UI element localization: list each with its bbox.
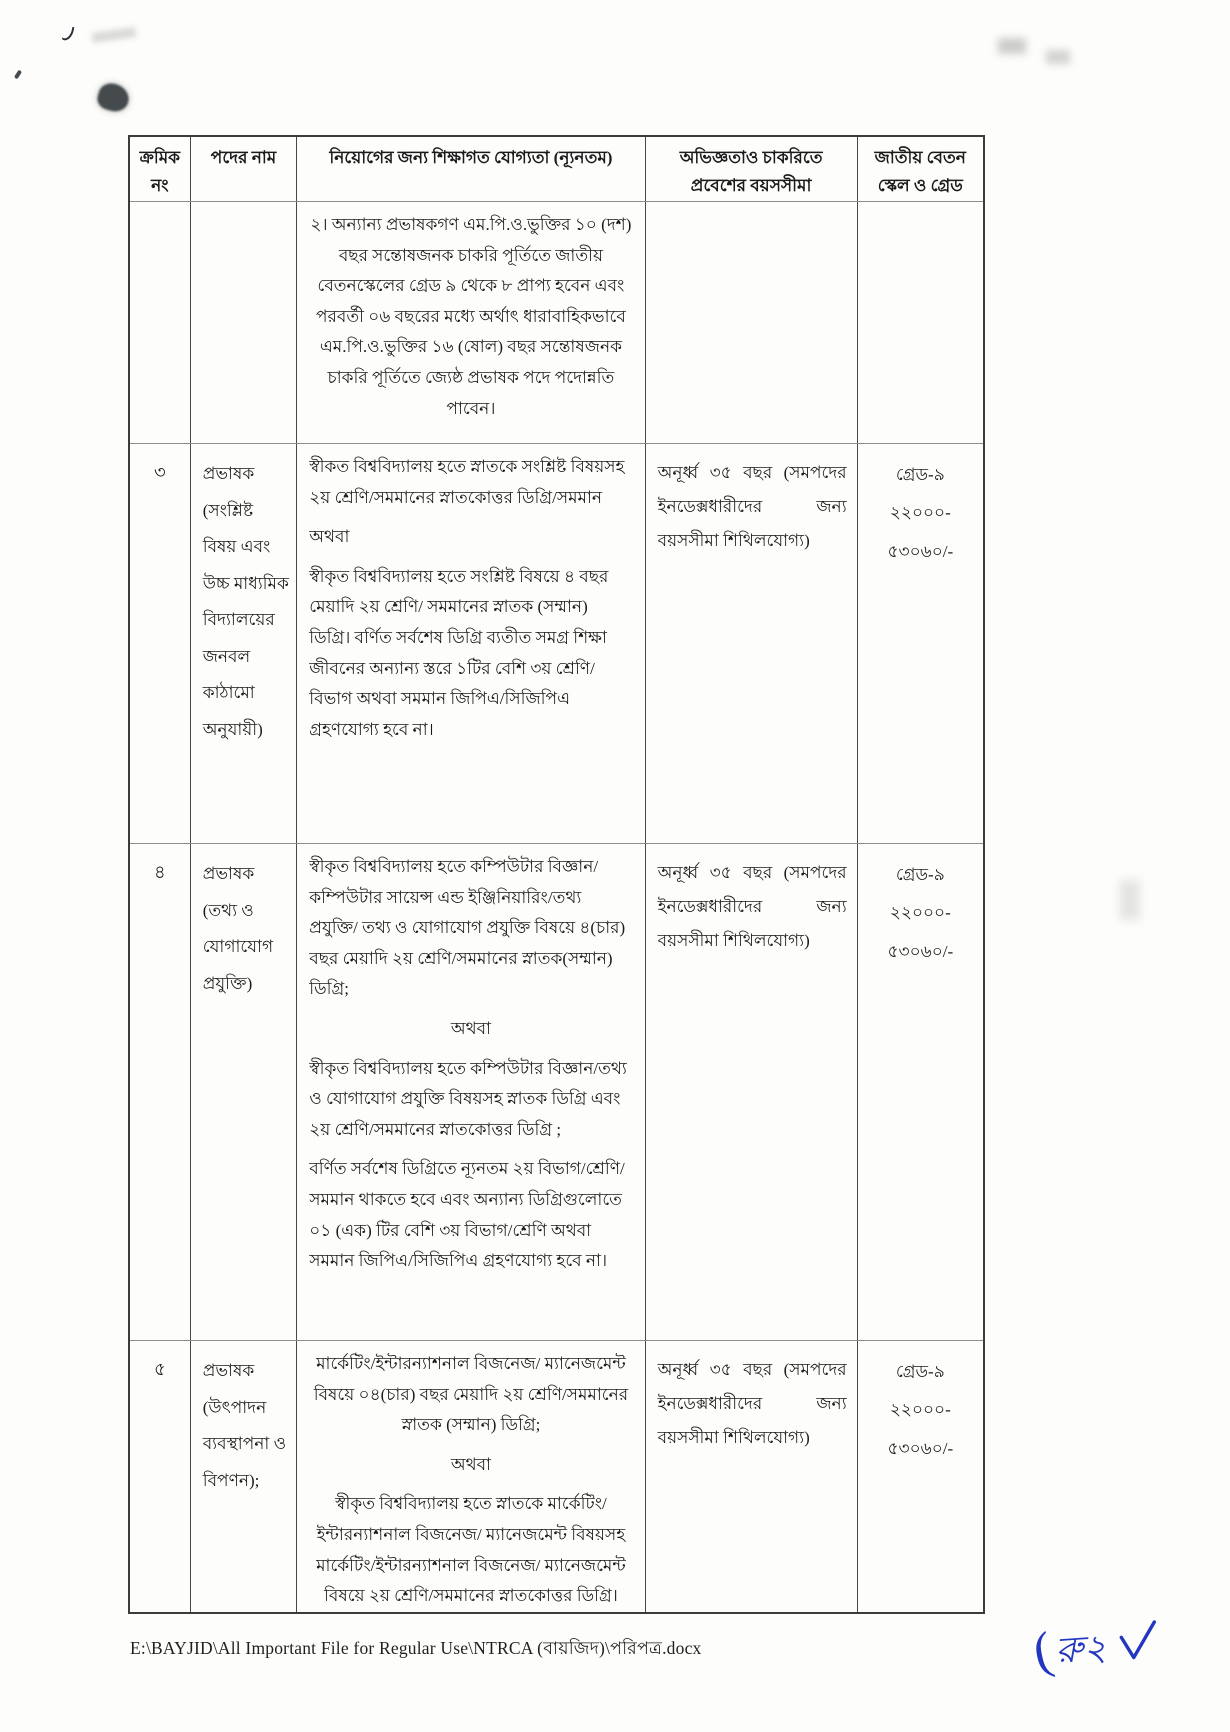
cell-pay-scale (857, 1341, 983, 1612)
scan-ink-blob (95, 80, 132, 114)
header-age-limit: অভিজ্ঞতাও চাকরিতে প্রবেশের বয়সসীমা (645, 137, 857, 201)
header-serial-no: ক্রমিক নং (139, 148, 181, 196)
cell-empty (130, 202, 190, 443)
cell-age-limit: অনূর্ধ্ব ৩৫ বছর (সমপদের ইনডেক্সধারীদের জন্য বয়সসীমা শিথিলযোগ্য) (645, 444, 857, 843)
or-separator: অথবা (450, 1454, 491, 1474)
file-path-footer: E:\BAYJID\All Important File for Regular Use\NTRCA (বায়জিদ)\পরিপত্র.docx (130, 1638, 702, 1658)
or-separator: অথবা (450, 1018, 491, 1038)
cell-serial: ৪ (154, 862, 166, 882)
cell-qualification (296, 202, 644, 443)
cell-post-name: প্রভাষক (তথ্য ও যোগাযোগ প্রযুক্তি) (190, 844, 297, 1340)
cell-serial: ৩ (153, 462, 166, 482)
cell-qualification (296, 444, 644, 843)
check-mark-icon (1115, 1619, 1164, 1666)
scan-pen-mark (62, 25, 75, 42)
qualification-paragraph: বর্ণিত সর্বশেষ ডিগ্রিতে ন্যূনতম ২য় বিভাগ/শ্রেণি/সমমান থাকতে হবে এবং অন্যান্য ডিগ্রিগুলোতে ০১ (এক) টির বেশি ৩য় বিভাগ/শ্রেণি অথবা সমমান জিপিএ/সিজিপিএ গ্রহণযোগ্য হবে না। (309, 1159, 625, 1271)
signature-paren: ( (1028, 1621, 1058, 1682)
pay-scale-max: ৫৩০৬০/- (887, 941, 954, 961)
cell-empty (857, 202, 983, 443)
cell-post-name: প্রভাষক (সংশ্লিষ্ট বিষয় এবং উচ্চ মাধ্যমিক বিদ্যালয়ের জনবল কাঠামো অনুযায়ী) (190, 444, 297, 843)
scan-smudge (1046, 50, 1070, 64)
handwritten-signature (1028, 1618, 1164, 1682)
qualification-paragraph: স্বীকত বিশ্ববিদ্যালয় হতে স্নাতকে সংশ্লিষ্ট বিষয়সহ ২য় শ্রেণি/সমমানের স্নাতকোত্তর ডিগ্রি/সমমান (309, 457, 625, 507)
scan-smudge (1120, 880, 1140, 920)
table-row (130, 843, 983, 1340)
pay-grade: গ্রেড-৯ (895, 465, 945, 484)
pay-grade: গ্রেড-৯ (895, 1362, 945, 1381)
cell-qualification (296, 1341, 644, 1612)
or-separator: অথবা (309, 527, 350, 547)
scan-smudge (92, 27, 137, 43)
header-qualification: নিয়োগের জন্য শিক্ষাগত যোগ্যতা (ন্যূনতম) (296, 137, 644, 201)
cell-pay-scale (857, 844, 983, 1340)
cell-pay-scale (857, 444, 983, 843)
signature-text: রু২ (1054, 1627, 1108, 1671)
pay-scale-max: ৫৩০৬০/- (887, 1438, 954, 1458)
qualification-paragraph: ২। অন্যান্য প্রভাষকগণ এম.পি.ও.ভুক্তির ১০ (দশ) বছর সন্তোষজনক চাকরি পূর্তিতে জাতীয় বেতনস্কেলের গ্রেড ৯ থেকে ৮ প্রাপ্য হবেন এবং পরবর্তী ০৬ বছরের মধ্যে অর্থাৎ ধারাবাহিকভাবে এম.পি.ও.ভুক্তির ১৬ (ষোল) বছর সন্তোষজনক চাকরি পূর্তিতে জ্যেষ্ঠ প্রভাষক পদে পদোন্নতি পাবেন। (310, 215, 632, 418)
scan-pen-mark (14, 70, 22, 80)
cell-qualification (296, 844, 644, 1340)
pay-scale-min: ২২০০০- (889, 903, 951, 923)
table-row (130, 1340, 983, 1612)
table-header-row (130, 137, 983, 201)
qualification-paragraph: স্বীকৃত বিশ্ববিদ্যালয় হতে সংশ্লিষ্ট বিষয়ে ৪ বছর মেয়াদি ২য় শ্রেণি/ সমমানের স্নাতক (সম্মান) ডিগ্রি। বর্ণিত সর্বশেষ ডিগ্রি ব্যতীত সমগ্র শিক্ষা জীবনের অন্যান্য স্তরে ১টির বেশি ৩য় শ্রেণি/বিভাগ অথবা সমমান জিপিএ/সিজিপিএ গ্রহণযোগ্য হবে না। (309, 566, 609, 739)
pay-scale-min: ২২০০০- (889, 503, 951, 523)
table-row (130, 443, 983, 843)
cell-empty (190, 202, 296, 443)
header-pay-scale: জাতীয় বেতন স্কেল ও গ্রেড (857, 137, 983, 201)
table-row-continuation (130, 201, 983, 443)
cell-serial: ৫ (154, 1359, 166, 1379)
qualification-paragraph: স্বীকৃত বিশ্ববিদ্যালয় হতে কম্পিউটার বিজ্ঞান/ কম্পিউটার সায়েন্স এন্ড ইঞ্জিনিয়ারিং/তথ্য প্রযুক্তি/ তথ্য ও যোগাযোগ প্রযুক্তি বিষয়ে ৪(চার) বছর মেয়াদি ২য় শ্রেণি/সমমানের স্নাতক(সম্মান) ডিগ্রি; (309, 857, 626, 999)
cell-age-limit: অনূর্ধ্ব ৩৫ বছর (সমপদের ইনডেক্সধারীদের জন্য বয়সসীমা শিথিলযোগ্য) (645, 844, 857, 1340)
cell-age-limit: অনূর্ধ্ব ৩৫ বছর (সমপদের ইনডেক্সধারীদের জন্য বয়সসীমা শিথিলযোগ্য) (645, 1341, 857, 1612)
qualification-paragraph: স্বীকৃত বিশ্ববিদ্যালয় হতে স্নাতকে মার্কেটিং/ ইন্টারন্যাশনাল বিজনেজ/ ম্যানেজমেন্ট বিষয়সহ মার্কেটিং/ইন্টারন্যাশনাল বিজনেজ/ ম্যানেজমেন্ট বিষয়ে ২য় শ্রেণি/সমমানের স্নাতকোত্তর ডিগ্রি। (316, 1494, 626, 1606)
pay-scale-min: ২২০০০- (889, 1400, 951, 1420)
pay-grade: গ্রেড-৯ (895, 865, 945, 884)
cell-post-name: প্রভাষক (উৎপাদন ব্যবস্থাপনা ও বিপণন); (190, 1341, 297, 1612)
header-post-name: পদের নাম (190, 137, 297, 201)
pay-scale-max: ৫৩০৬০/- (887, 541, 954, 561)
scan-smudge (998, 38, 1026, 54)
recruitment-table (128, 135, 985, 1614)
cell-empty (645, 202, 857, 443)
qualification-paragraph: স্বীকৃত বিশ্ববিদ্যালয় হতে কম্পিউটার বিজ্ঞান/তথ্য ও যোগাযোগ প্রযুক্তি বিষয়সহ স্নাতক ডিগ্রি এবং ২য় শ্রেণি/সমমানের স্নাতকোত্তর ডিগ্রি ; (309, 1058, 627, 1139)
qualification-paragraph: মার্কেটিং/ইন্টারন্যাশনাল বিজনেজ/ ম্যানেজমেন্ট বিষয়ে ০৪(চার) বছর মেয়াদি ২য় শ্রেণি/সমমানের স্নাতক (সম্মান) ডিগ্রি; (313, 1354, 629, 1435)
